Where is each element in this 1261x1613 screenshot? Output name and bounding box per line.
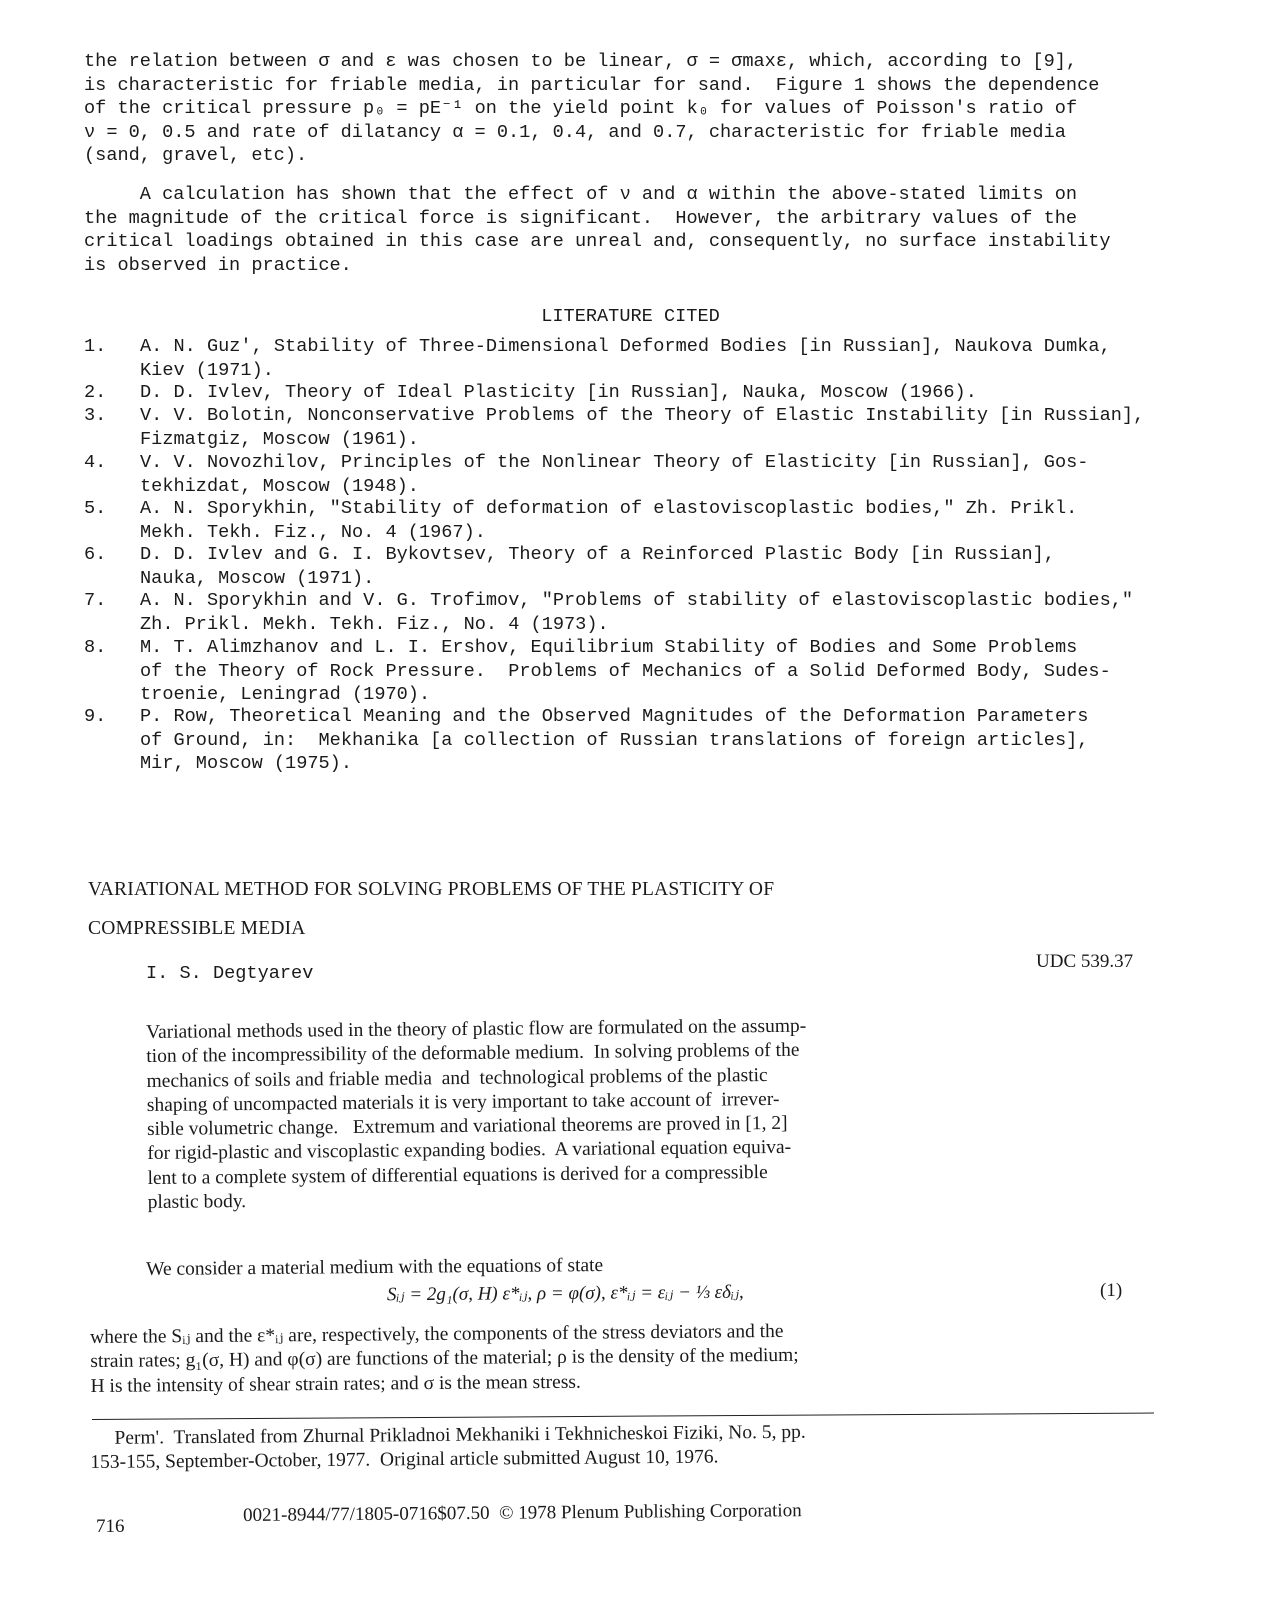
reference-text: A. N. Sporykhin, "Stability of deformation of elastoviscoplastic bodies," Zh. Prikl. Mekh. Tekh. Fiz., No. 4 (1967). — [140, 498, 1078, 543]
paragraph-conclusion: A calculation has shown that the effect of ν and α within the above-stated limits on the magnitude of the critical force is significant. However, the arbitrary values of the critical loadings obtained in this case are unreal and, consequently, no surface instability is observed in practice. — [84, 184, 1111, 276]
reference-number: 6. — [84, 544, 107, 565]
reference-number: 1. — [84, 336, 107, 357]
reference-number: 7. — [84, 590, 107, 611]
article-title-line-1: VARIATIONAL METHOD FOR SOLVING PROBLEMS OF THE PLASTICITY OF — [88, 879, 775, 900]
reference-number: 3. — [84, 405, 107, 426]
reference-text: D. D. Ivlev and G. I. Bykovtsev, Theory of a Reinforced Plastic Body [in Russian], Nauka, Moscow (1971). — [140, 544, 1055, 589]
equation-explanation: where the Sᵢⱼ and the ε*ᵢⱼ are, respectively, the components of the stress deviators and the strain rates; g₁(σ, H) and φ(σ) are functions of the material; ρ is the density of the medium; H is the intensity of shear strain rates; and σ is the mean stress. — [90, 1320, 799, 1397]
equation-number: (1) — [1100, 1280, 1123, 1301]
reference-text: V. V. Novozhilov, Principles of the Nonlinear Theory of Elasticity [in Russian], Gos- tekhizdat, Moscow (1948). — [140, 452, 1089, 497]
author-name: I. S. Degtyarev — [146, 963, 314, 984]
footnote: Perm'. Translated from Zhurnal Prikladnoi Mekhaniki i Tekhnicheskoi Fiziki, No. 5, pp. 153-155, September-October, 1977. Original article submitted August 10, 1976. — [90, 1421, 806, 1474]
reference-text: M. T. Alimzhanov and L. I. Ershov, Equilibrium Stability of Bodies and Some Problems of the Theory of Rock Pressure. Problems of Mechanics of a Solid Deformed Body, Sudes- troenie, Leningrad (1970). — [140, 637, 1111, 705]
reference-text: P. Row, Theoretical Meaning and the Observed Magnitudes of the Deformation Parameters of Ground, in: Mekhanika [a collection of Russian translations of foreign articles], Mir, Moscow (1975). — [140, 706, 1089, 774]
literature-cited-heading: LITERATURE CITED — [541, 306, 720, 327]
paragraph-continuation: the relation between σ and ε was chosen to be linear, σ = σmaxε, which, according to [9], is characteristic for friable media, in particular for sand. Figure 1 shows the dependence of the critical pressure p₀ = pE⁻¹ on the yield point k₀ for values of Poisson's ratio of ν = 0, 0.5 and rate of dilatancy α = 0.1, 0.4, and 0.7, characteristic for friable media (sand, gravel, etc). — [84, 51, 1100, 166]
reference-number: 4. — [84, 452, 107, 473]
equation-1: Sᵢⱼ = 2g₁(σ, H) ε*ᵢⱼ, ρ = φ(σ), ε*ᵢⱼ = εᵢⱼ − ⅓ εδᵢⱼ, — [386, 1281, 744, 1306]
abstract: Variational methods used in the theory of plastic flow are formulated on the assump- tion of the incompressibility of the deformable medium. In solving problems of the mechanics of soils and friable media and technological problems of the plastic shaping of uncompacted materials it is very important to take account of irrever- sible volumetric change. Extremum and variational theorems are proved in [1, 2] for rigid-plastic and viscoplastic expanding bodies. A variational equation equiva- lent to a complete system of differential equations is derived for a compressible plastic body. — [146, 1015, 807, 1214]
reference-text: D. D. Ivlev, Theory of Ideal Plasticity [in Russian], Nauka, Moscow (1966). — [140, 382, 977, 403]
udc-code: UDC 539.37 — [1036, 951, 1134, 972]
reference-text: V. V. Bolotin, Nonconservative Problems of the Theory of Elastic Instability [in Russian], Fizmatgiz, Moscow (1961). — [140, 405, 1145, 450]
page-number: 716 — [96, 1516, 125, 1537]
reference-number: 5. — [84, 498, 107, 519]
intro-sentence: We consider a material medium with the equations of state — [146, 1255, 604, 1280]
reference-text: A. N. Sporykhin and V. G. Trofimov, "Problems of stability of elastoviscoplastic bodies," Zh. Prikl. Mekh. Tekh. Fiz., No. 4 (1973). — [140, 590, 1134, 635]
reference-number: 2. — [84, 382, 107, 403]
article-title-line-2: COMPRESSIBLE MEDIA — [88, 918, 306, 939]
reference-text: A. N. Guz', Stability of Three-Dimensional Deformed Bodies [in Russian], Naukova Dumka, Kiev (1971). — [140, 336, 1111, 381]
reference-number: 8. — [84, 637, 107, 658]
reference-number: 9. — [84, 706, 107, 727]
publication-code: 0021-8944/77/1805-0716$07.50 © 1978 Plenum Publishing Corporation — [243, 1500, 802, 1526]
